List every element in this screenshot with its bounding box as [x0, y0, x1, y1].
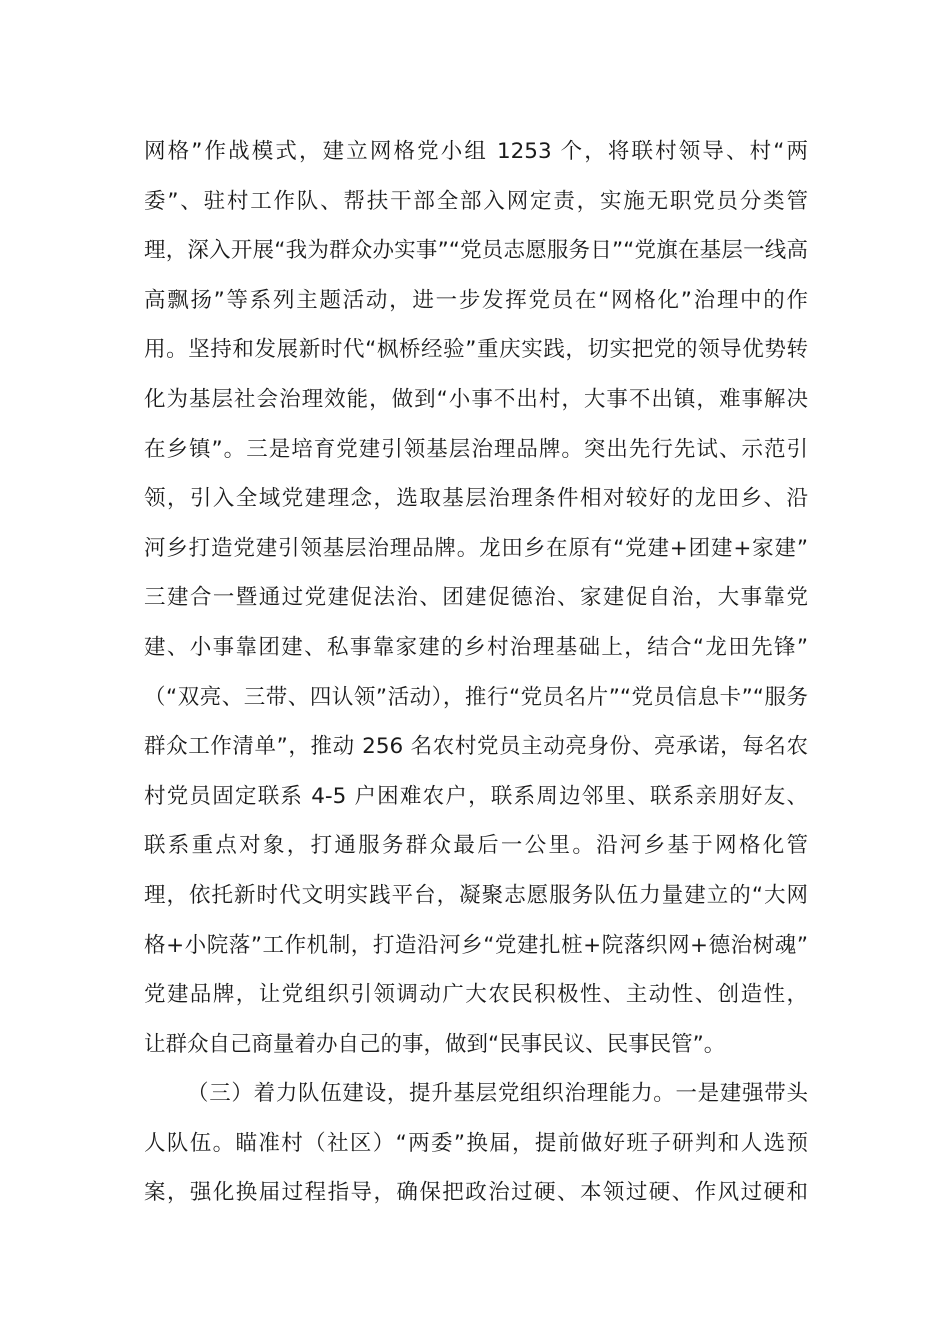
text-line: 群众工作清单”，推动 256 名农村党员主动亮身份、亮承诺，每名农: [144, 734, 808, 760]
text-line: 化为基层社会治理效能，做到“小事不出村，大事不出镇，难事解决: [144, 386, 808, 412]
body-text: [144, 127, 808, 1218]
text-line: 格+小院落”工作机制，打造沿河乡“党建扎桩+院落织网+德治树魂”: [144, 932, 808, 958]
text-line: 让群众自己商量着办自己的事，做到“民事民议、民事民管”。: [144, 1031, 726, 1057]
text-line: 高飘扬”等系列主题活动，进一步发挥党员在“网格化”治理中的作: [144, 287, 808, 313]
text-line: 理，深入开展“我为群众办实事”“党员志愿服务日”“党旗在基层一线高: [144, 238, 808, 264]
text-line: 联系重点对象，打通服务群众最后一公里。沿河乡基于网格化管: [144, 833, 808, 859]
text-line: 理，依托新时代文明实践平台，凝聚志愿服务队伍力量建立的“大网: [144, 882, 808, 908]
text-line: 领，引入全域党建理念，选取基层治理条件相对较好的龙田乡、沿: [144, 486, 808, 512]
text-line: 村党员固定联系 4-5 户困难农户，联系周边邻里、联系亲朋好友、: [144, 783, 808, 809]
text-line: （“双亮、三带、四认领”活动），推行“党员名片”“党员信息卡”“服务: [144, 684, 808, 710]
text-line: 建、小事靠团建、私事靠家建的乡村治理基础上，结合“龙田先锋”: [144, 634, 808, 660]
text-line: 在乡镇”。三是培育党建引领基层治理品牌。突出先行先试、示范引: [144, 436, 808, 462]
text-line: 用。坚持和发展新时代“枫桥经验”重庆实践，切实把党的领导优势转: [144, 337, 808, 363]
text-line: 案，强化换届过程指导，确保把政治过硬、本领过硬、作风过硬和: [144, 1180, 808, 1206]
text-line: 网格”作战模式，建立网格党小组 1253 个，将联村领导、村“两: [144, 139, 808, 164]
text-line: 委”、驻村工作队、帮扶干部全部入网定责，实施无职党员分类管: [144, 188, 808, 214]
text-line: 河乡打造党建引领基层治理品牌。龙田乡在原有“党建+团建+家建”: [144, 535, 808, 561]
text-line: 三建合一暨通过党建促法治、团建促德治、家建促自治，大事靠党: [144, 585, 808, 611]
text-line: 党建品牌，让党组织引领调动广大农民积极性、主动性、创造性，: [144, 982, 808, 1008]
text-line: 人队伍。瞄准村（社区）“两委”换届，提前做好班子研判和人选预: [144, 1130, 808, 1156]
section-heading-line: （三）着力队伍建设，提升基层党组织治理能力。一是建强带头: [187, 1081, 808, 1107]
